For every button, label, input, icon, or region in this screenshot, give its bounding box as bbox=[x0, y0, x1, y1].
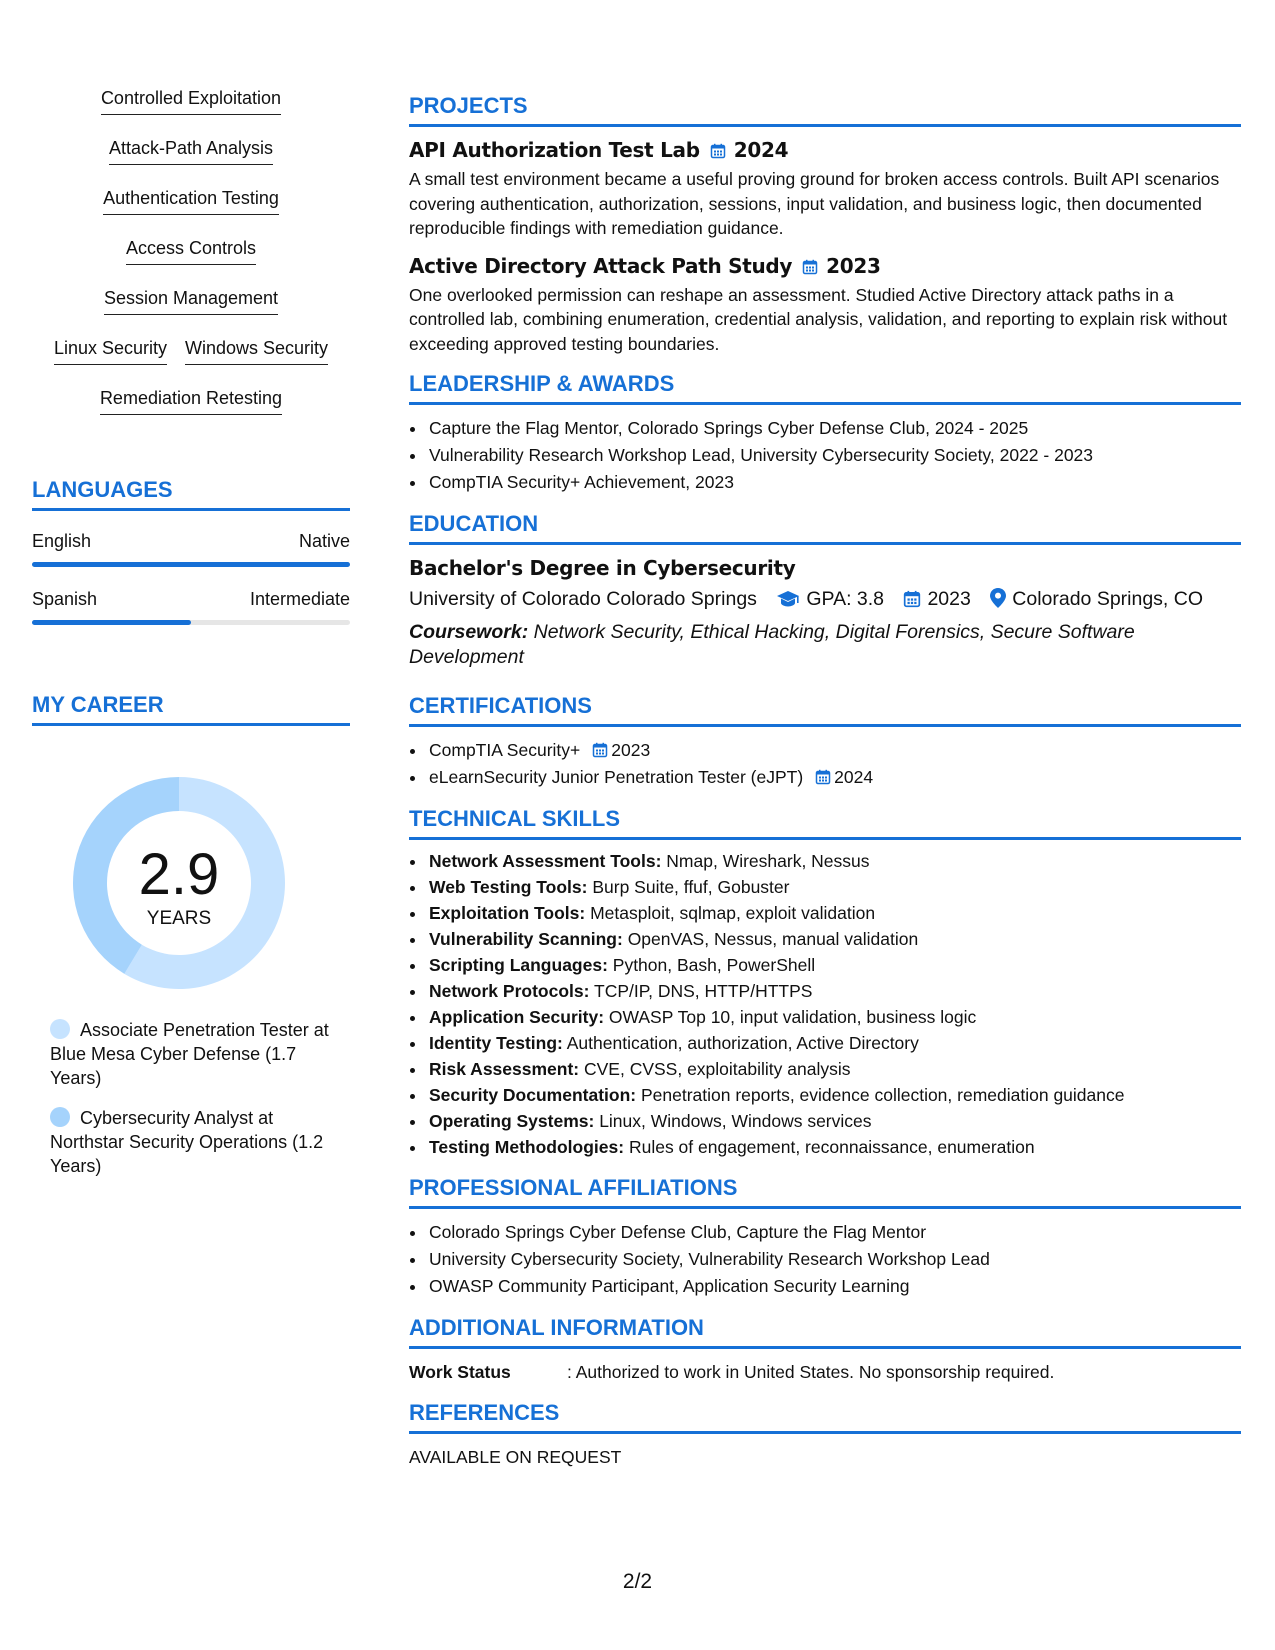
education-details bbox=[409, 585, 1241, 616]
language-level: Intermediate bbox=[249, 589, 350, 609]
skills-title: TECHNICAL SKILLS bbox=[409, 805, 1241, 840]
projects-section bbox=[409, 92, 1241, 356]
skill-item bbox=[427, 926, 1241, 952]
certification-item bbox=[427, 737, 1241, 764]
calendar-icon bbox=[815, 766, 831, 782]
skill-label: Identity Testing: bbox=[429, 1033, 563, 1053]
project-name: API Authorization Test Lab bbox=[409, 138, 700, 162]
skill-item bbox=[427, 978, 1241, 1004]
work-status-value: : Authorized to work in United States. No sponsorship required. bbox=[567, 1362, 1055, 1382]
skill-value: Metasploit, sqlmap, exploit validation bbox=[585, 903, 876, 923]
school-location: Colorado Springs, CO bbox=[1012, 588, 1204, 610]
additional-section bbox=[409, 1314, 1241, 1385]
references-title: REFERENCES bbox=[409, 1399, 1241, 1434]
skill-chip: Windows Security bbox=[185, 332, 328, 365]
legend-dot-icon bbox=[50, 1019, 70, 1039]
skill-item bbox=[427, 1082, 1241, 1108]
skill-value: Python, Bash, PowerShell bbox=[607, 955, 816, 975]
project-description: One overlooked permission can reshape an assessment. Studied Active Directory attack paths in a controlled lab, combining enumeration, credential analysis, validation, and reporting to explain risk without exceeding approved testing boundaries. bbox=[409, 284, 1228, 354]
skill-chip: Remediation Retesting bbox=[100, 382, 282, 415]
skill-label: Exploitation Tools: bbox=[429, 903, 586, 923]
list-item: • OWASP Community Participant, Application Security Learning bbox=[427, 1273, 1241, 1300]
language-row bbox=[32, 531, 350, 552]
work-status-row bbox=[409, 1359, 1241, 1385]
career-unit: YEARS bbox=[146, 908, 212, 929]
skill-item bbox=[427, 952, 1241, 978]
career-title: MY CAREER bbox=[32, 691, 350, 726]
project-name: Active Directory Attack Path Study bbox=[409, 253, 793, 278]
location-pin-icon bbox=[990, 588, 1006, 616]
degree: Bachelor's Degree in Cybersecurity bbox=[409, 556, 796, 580]
affiliations-section bbox=[409, 1174, 1241, 1300]
skill-label: Network Assessment Tools: bbox=[429, 851, 662, 871]
language-bar bbox=[32, 620, 350, 625]
legend-dot-icon bbox=[50, 1107, 70, 1127]
language-name: Spanish bbox=[32, 589, 98, 609]
references-text: AVAILABLE ON REQUEST bbox=[409, 1447, 622, 1467]
page-number: 2/2 bbox=[622, 1570, 653, 1593]
work-status-key: Work Status bbox=[409, 1362, 511, 1382]
education-title: EDUCATION bbox=[409, 510, 1241, 545]
skill-value: Nmap, Wireshark, Nessus bbox=[661, 851, 870, 871]
skill-item bbox=[427, 1030, 1241, 1056]
list-item: • CompTIA Security+ Achievement, 2023 bbox=[427, 469, 1241, 496]
career-legend-label: Associate Penetration Tester at Blue Mesa Cyber Defense (1.7 Years) bbox=[50, 1020, 329, 1088]
main-content bbox=[409, 92, 1241, 1484]
leadership-title: LEADERSHIP & AWARDS bbox=[409, 370, 1241, 405]
skill-value: Burp Suite, ffuf, Gobuster bbox=[587, 877, 790, 897]
skill-item bbox=[427, 848, 1241, 874]
skill-value: Penetration reports, evidence collection, remediation guidance bbox=[636, 1085, 1125, 1105]
career-section bbox=[32, 691, 350, 1178]
skill-value: CVE, CVSS, exploitability analysis bbox=[579, 1059, 851, 1079]
skill-item bbox=[427, 874, 1241, 900]
project-title bbox=[409, 137, 1241, 163]
skill-label: Application Security: bbox=[429, 1007, 605, 1027]
calendar-icon bbox=[592, 739, 608, 755]
skill-chip: Attack-Path Analysis bbox=[109, 132, 273, 165]
coursework-label: Coursework: bbox=[409, 621, 529, 643]
graduation-cap-icon bbox=[776, 588, 800, 616]
education-section bbox=[409, 510, 1241, 670]
skill-chip: Session Management bbox=[104, 282, 278, 315]
project-title bbox=[409, 253, 1241, 279]
project-year: 2023 bbox=[826, 253, 881, 278]
calendar-icon bbox=[903, 588, 921, 616]
coursework-list: Network Security, Ethical Hacking, Digital Forensics, Secure Software Development bbox=[409, 621, 1135, 668]
certification-year: 2023 bbox=[611, 740, 651, 760]
language-item bbox=[32, 531, 350, 567]
certifications-section bbox=[409, 692, 1241, 791]
project-year: 2024 bbox=[733, 138, 789, 162]
skill-item bbox=[427, 1056, 1241, 1082]
skill-value: OWASP Top 10, input validation, business logic bbox=[604, 1007, 977, 1027]
language-item bbox=[32, 589, 350, 625]
skills-section bbox=[409, 805, 1241, 1160]
career-total: 2.9 bbox=[138, 842, 220, 907]
coursework bbox=[409, 620, 1241, 670]
projects-title: PROJECTS bbox=[409, 92, 1241, 127]
career-legend-item bbox=[32, 1018, 350, 1090]
skill-chip: Access Controls bbox=[126, 232, 256, 265]
language-level: Native bbox=[298, 531, 350, 551]
skill-label: Scripting Languages: bbox=[429, 955, 608, 975]
skill-item bbox=[427, 1108, 1241, 1134]
skill-value: Linux, Windows, Windows services bbox=[594, 1111, 872, 1131]
project-description: A small test environment became a useful proving ground for broken access controls. Built API scenarios covering authentication, authorization, sessions, input validation, and business logic, then documented reproducible findings with remediation guidance. bbox=[409, 169, 1220, 238]
skill-label: Security Documentation: bbox=[429, 1085, 637, 1105]
skill-value: Rules of engagement, reconnaissance, enumeration bbox=[624, 1137, 1035, 1157]
skill-label: Risk Assessment: bbox=[429, 1059, 580, 1079]
skill-label: Operating Systems: bbox=[429, 1111, 595, 1131]
languages-title: LANGUAGES bbox=[32, 476, 350, 511]
skill-label: Testing Methodologies: bbox=[429, 1137, 625, 1157]
skill-label: Vulnerability Scanning: bbox=[429, 929, 623, 949]
calendar-icon bbox=[710, 139, 726, 155]
language-name: English bbox=[32, 531, 92, 551]
language-bar-fill bbox=[32, 562, 350, 567]
certification-name: CompTIA Security+ bbox=[429, 740, 581, 760]
graduation-year: 2023 bbox=[927, 588, 971, 610]
list-item: • Colorado Springs Cyber Defense Club, Capture the Flag Mentor bbox=[427, 1219, 1241, 1246]
certification-year: 2024 bbox=[834, 767, 874, 787]
list-item: • Vulnerability Research Workshop Lead, University Cybersecurity Society, 2022 - 2023 bbox=[427, 442, 1241, 469]
affiliations-title: PROFESSIONAL AFFILIATIONS bbox=[409, 1174, 1241, 1209]
skill-item bbox=[427, 1134, 1241, 1160]
skill-label: Web Testing Tools: bbox=[429, 877, 588, 897]
language-bar bbox=[32, 562, 350, 567]
certifications-title: CERTIFICATIONS bbox=[409, 692, 1241, 727]
career-legend-item bbox=[32, 1106, 350, 1178]
skill-item bbox=[427, 900, 1241, 926]
skill-value: OpenVAS, Nessus, manual validation bbox=[622, 929, 919, 949]
skill-chip: Linux Security bbox=[54, 332, 167, 365]
language-bar-fill bbox=[32, 620, 191, 625]
school-name: University of Colorado Colorado Springs bbox=[409, 588, 757, 610]
language-row bbox=[32, 589, 350, 610]
skill-value: Authentication, authorization, Active Directory bbox=[562, 1033, 919, 1053]
skill-value: TCP/IP, DNS, HTTP/HTTPS bbox=[589, 981, 813, 1001]
skill-chip: Controlled Exploitation bbox=[101, 82, 281, 115]
skill-label: Network Protocols: bbox=[429, 981, 590, 1001]
skill-item bbox=[427, 1004, 1241, 1030]
career-legend-label: Cybersecurity Analyst at Northstar Security Operations (1.2 Years) bbox=[50, 1108, 324, 1176]
certification-name: eLearnSecurity Junior Penetration Tester (eJPT) bbox=[429, 767, 804, 787]
list-item: • University Cybersecurity Society, Vulnerability Research Workshop Lead bbox=[427, 1246, 1241, 1273]
additional-title: ADDITIONAL INFORMATION bbox=[409, 1314, 1241, 1349]
certification-item bbox=[427, 764, 1241, 791]
skill-chip: Authentication Testing bbox=[103, 182, 279, 215]
list-item: • Capture the Flag Mentor, Colorado Springs Cyber Defense Club, 2024 - 2025 bbox=[427, 415, 1241, 442]
languages-section bbox=[32, 476, 350, 625]
references-section bbox=[409, 1399, 1241, 1470]
career-donut bbox=[66, 770, 292, 996]
sidebar bbox=[32, 82, 350, 1178]
skill-chips bbox=[32, 82, 350, 432]
leadership-section bbox=[409, 370, 1241, 496]
gpa: GPA: 3.8 bbox=[806, 588, 885, 610]
calendar-icon bbox=[802, 255, 818, 271]
